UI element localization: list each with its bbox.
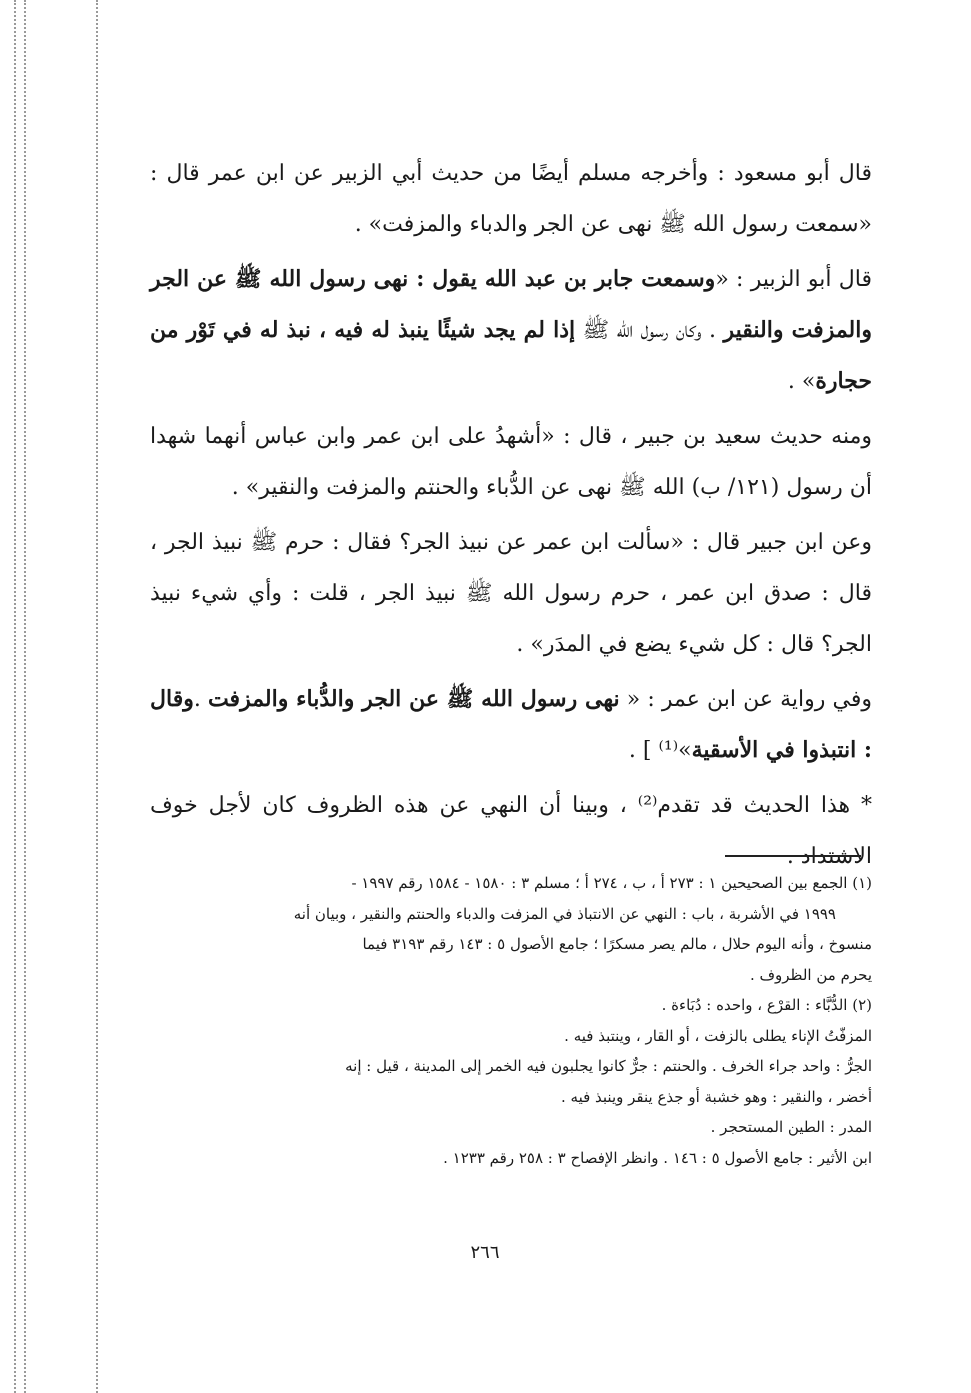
footnote-line: أخضر ، والنقير : وهو خشبة أو جذع ينقر وينبذ فيه .: [560, 1087, 872, 1106]
footnote-separator: [725, 855, 861, 857]
footnote-line: (١) الجمع بين الصحيحين ١ : ٢٧٣ أ ، ب ، ٢٧٤ أ ؛ مسلم ٣ : ١٥٨٠ - ١٥٨٤ رقم ١٩٩٧ -: [351, 874, 872, 892]
text-run: وفي رواية عن ابن عمر : «: [619, 687, 872, 712]
bold-text-run: نهى رسول الله ﷺ عن الجر والدُّباء والمزفت: [207, 686, 620, 712]
main-text: [150, 148, 872, 886]
footnotes: [160, 868, 872, 1173]
bold-text-run: وسمعت جابر بن عبد الله يقول : نهى رسول الله ﷺ عن الجر والمزفت والنقير: [150, 266, 872, 343]
footnote-line: منسوخ ، وأنه اليوم حلال ، مالم يصر مسكرًا ؛ جامع الأصول ٥ : ١٤٣ رقم ٣١٩٣ فيما: [362, 935, 872, 953]
page-number: ٢٦٦: [470, 1242, 500, 1263]
scan-edge-dots: [96, 0, 98, 1393]
text-run: ومنه حديث سعيد بن جبير ، قال : «أشهدُ على ابن عمر وابن عباس أنهما شهدا أن رسول (١٢١/ ب) الله ﷺ نهى عن الدُّباء والحنتم والمزفت والنقير» .: [150, 424, 872, 500]
paragraph: [150, 517, 872, 670]
text-run: وعن ابن جبير قال : «سألت ابن عمر عن نبيذ الجر؟ فقال : حرم ﷺ نبيذ الجر ، قال : صدق ابن عمر ، حرم رسول الله ﷺ نبيذ الجر ، قلت : وأي شيء نبيذ الجر؟ قال : كل شيء يضع في المدَر» .: [150, 530, 872, 657]
footnote-line: المزفّتُ الإناء يطلى بالزفت ، أو القار ، وينتبذ فيه .: [564, 1026, 872, 1045]
paragraph: [150, 780, 872, 882]
footnote-line: ١٩٩٩ في الأشربة ، باب : النهي عن الانتباذ في المزفت والدباء والحنتم والنقير ، وبيان أنه: [293, 904, 836, 923]
paragraph: [150, 411, 872, 513]
bold-text-run: إذا لم يجد شيئًا ينبذ له فيه ، نبذ له في تَوْر من حجارة: [150, 317, 872, 394]
text-run: .: [193, 687, 208, 712]
scan-edge-dots: [24, 0, 26, 1393]
footnote-line: الجرُّ : واحد جراء الخرف . والحنتم : جرٌّ كانوا يجلبون فيه الخمر إلى المدينة ، قيل : إنه: [345, 1057, 872, 1075]
paragraph: [150, 148, 872, 250]
text-run: »⁽¹⁾ ] .: [628, 738, 692, 763]
bold-text-run: وقال : انتبذوا في الأسقية: [150, 686, 872, 763]
text-run: قال أبو الزبير : «: [715, 267, 872, 292]
footnote-line: يحرم من الظروف .: [749, 965, 872, 984]
paragraph: [150, 254, 872, 407]
footnote-line: (٢) الدُّبَّاء : القرْع ، واحده : دُبَاءة .: [661, 996, 872, 1014]
scan-edge-dots: [14, 0, 16, 1393]
footnote-line: ابن الأثير : جامع الأصول ٥ : ١٤٦ . وانظر الإفصاح ٣ : ٢٥٨ رقم ١٢٣٣ .: [443, 1148, 872, 1167]
paragraph: [150, 674, 872, 776]
text-run: » .: [787, 369, 816, 394]
text-run: * هذا الحديث قد تقدم⁽²⁾ ، وبينا أن النهي عن هذه الظروف كان لأجل خوف الاشتداد .: [150, 793, 872, 869]
text-run: . وكان رسول الله ﷺ: [575, 318, 724, 343]
text-run: قال أبو مسعود : وأخرجه مسلم أيضًا من حديث أبي الزبير عن ابن عمر قال : «سمعت رسول الله ﷺ نهى عن الجر والدباء والمزفت» .: [150, 161, 872, 237]
footnote-line: المدر : الطين المستحجر .: [710, 1118, 872, 1136]
